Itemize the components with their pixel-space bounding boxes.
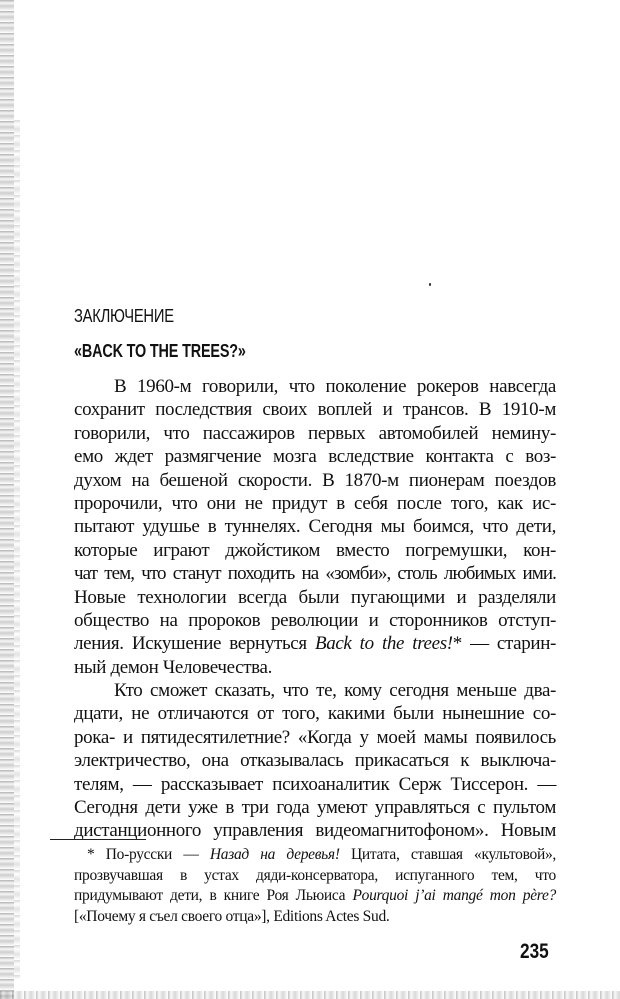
footnote-line	[74, 845, 556, 866]
text-line: дцати, не отличаются от того, какими были нынешние со-	[74, 703, 556, 725]
text-segment: ления. Искушение вернуться	[74, 633, 315, 655]
text-line: Сегодня дети уже в три года умеют управляться с пультом	[74, 797, 556, 819]
text-line: говорили, что пассажиров первых автомобилей немину-	[74, 422, 556, 444]
footnote-line: прозвучавшая в устах дяди-консерватора, испуганного тем, что	[74, 866, 556, 884]
text-line: пророчили, что они не придут в себя после того, как ис-	[74, 492, 556, 514]
text-segment: * — старин-	[452, 633, 557, 655]
scan-edge-bottom	[0, 991, 620, 999]
scan-edge-left-inner	[14, 120, 20, 980]
text-line: телям, — рассказывает психоаналитик Серж Тиссерон. —	[74, 773, 556, 795]
text-line: электричество, она отказывалась прикасаться к выключа-	[74, 750, 556, 772]
italic-phrase: Назад на деревья!	[209, 846, 340, 863]
text-line: дистанционного управления видеомагнитофоном». Новым	[74, 820, 556, 842]
text-line: Кто сможет сказать, что те, кому сегодня меньше два-	[114, 680, 556, 702]
footnote-line	[74, 886, 556, 907]
scan-speck	[429, 283, 431, 286]
text-line: общество на пророков революции и сторонников отступ-	[74, 609, 556, 631]
italic-phrase: Pourquoi j’ai mangé mon père?	[352, 887, 556, 905]
text-line: емо ждет размягчение мозга вследствие контакта с воз-	[74, 446, 556, 468]
page-number: 235	[520, 940, 549, 963]
text-segment: придумывают дети, в книге Роя Льюиса	[74, 887, 353, 905]
text-line: рока- и пятидесятилетние? «Когда у моей мамы появилось	[74, 726, 556, 748]
footnote-divider	[50, 839, 146, 840]
text-line: сохранит последствия своих воплей и трансов. В 1910-м	[74, 399, 556, 421]
footnote	[74, 845, 556, 927]
italic-phrase: Back to the trees!	[314, 633, 453, 655]
text-line: ный демон Человечества.	[74, 656, 273, 678]
body-text	[74, 375, 556, 843]
text-line: Новые технологии всегда были пугающими и разделяли	[74, 586, 556, 608]
text-line-mixed	[74, 632, 556, 655]
footnote-line: [«Почему я съел своего отца»], Editions Actes Sud.	[74, 907, 390, 925]
text-segment: * По-русски —	[87, 846, 210, 863]
text-line: пытают удушье в туннелях. Сегодня мы боимся, что дети,	[74, 516, 556, 538]
chapter-label: ЗАКЛЮЧЕНИЕ	[74, 306, 174, 326]
scan-edge-left	[0, 0, 14, 999]
text-segment: Цитата, ставшая «культовой»,	[339, 846, 556, 863]
chapter-title: «BACK TO THE TREES?»	[74, 341, 246, 361]
text-line: духом на бешеной скорости. В 1870-м пионерам поездов	[74, 469, 556, 491]
text-line: В 1960-м говорили, что поколение рокеров навсегда	[114, 376, 556, 397]
text-line: чат тем, что станут походить на «зомби», столь любимых ими.	[74, 563, 556, 585]
text-line: которые играют джойстиком вместо погремушки, кон-	[74, 539, 556, 561]
